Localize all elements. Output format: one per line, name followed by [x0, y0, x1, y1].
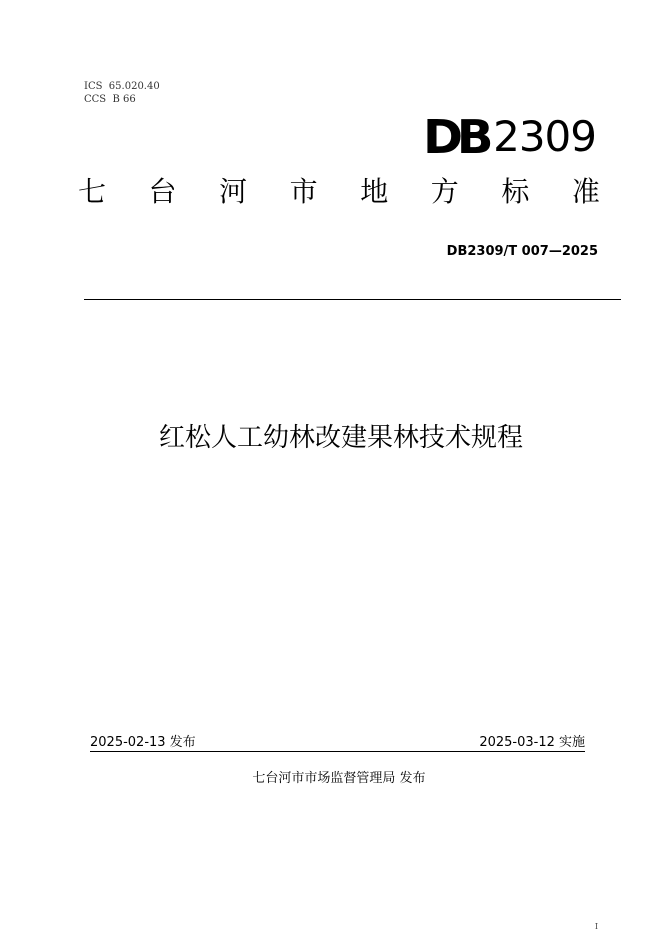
db-logo-letters: DB: [422, 110, 488, 164]
ccs-code: CCS B 66: [84, 94, 136, 105]
standard-number: DB2309/T 007—2025: [446, 244, 598, 259]
header-divider: [84, 299, 621, 300]
standard-title-char: 方: [430, 175, 459, 208]
db-logo-digits: 2309: [493, 112, 596, 161]
document-title: 红松人工幼林改建果林技术规程: [158, 423, 523, 453]
issuing-authority: 七台河市市场监督管理局 发布: [252, 771, 426, 786]
page-number: I: [594, 922, 598, 931]
standard-title-char: 台: [148, 175, 177, 208]
standard-title-char: 标: [501, 175, 530, 208]
standard-type-title: [76, 174, 602, 210]
classification-codes: [84, 80, 160, 106]
implement-date: 2025-03-12 实施: [479, 735, 585, 750]
standard-title-char: 河: [219, 175, 248, 208]
dates-row: [90, 734, 585, 751]
db-standard-logo: [422, 110, 596, 164]
standard-title-char: 地: [360, 175, 389, 208]
standard-title-char: 准: [571, 175, 600, 208]
standard-title-char: 市: [289, 175, 318, 208]
ics-code: ICS 65.020.40: [84, 81, 160, 92]
standard-title-char: 七: [77, 175, 106, 208]
publish-date: 2025-02-13 发布: [90, 735, 196, 750]
footer-divider: [90, 751, 585, 752]
